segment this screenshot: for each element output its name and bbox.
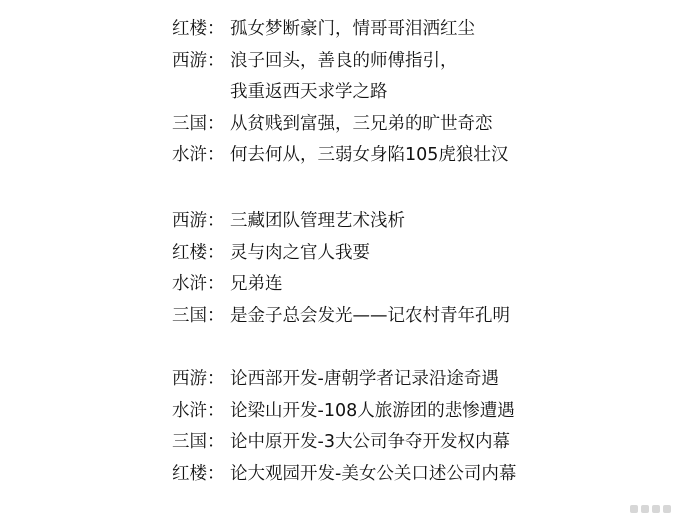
book-label: 红楼： — [172, 19, 225, 39]
title-text: 孤女梦断豪门，情哥哥泪洒红尘 — [230, 19, 475, 39]
watermark-mark — [663, 505, 671, 513]
book-label: 三国： — [172, 113, 225, 134]
title-text: 从贫贱到富强，三兄弟的旷世奇恋 — [230, 113, 493, 134]
title-line — [172, 396, 516, 428]
title-line — [172, 427, 516, 459]
title-line — [172, 459, 516, 491]
title-line — [172, 109, 508, 141]
watermark — [630, 504, 674, 514]
book-label: 水浒： — [172, 274, 225, 294]
title-line — [172, 206, 510, 238]
book-label: 西游： — [172, 211, 225, 231]
book-label: 红楼： — [172, 242, 225, 263]
title-text: 论大观园开发-美女公关口述公司内幕 — [230, 463, 517, 484]
title-text: 论梁山开发-108人旅游团的悲惨遭遇 — [230, 400, 515, 421]
title-line — [172, 46, 508, 78]
watermark-mark — [652, 505, 660, 513]
title-text: 浪子回头，善良的师傅指引， — [230, 50, 458, 71]
book-label: 三国： — [172, 432, 225, 452]
title-line — [172, 238, 510, 270]
book-label: 西游： — [172, 50, 225, 71]
book-label: 三国： — [172, 305, 225, 326]
book-label: 水浒： — [172, 400, 225, 421]
title-line — [172, 140, 508, 172]
title-text: 三藏团队管理艺术浅析 — [230, 211, 405, 231]
title-text: 论中原开发-3大公司争夺开发权内幕 — [230, 432, 510, 452]
book-label: 西游： — [172, 369, 225, 389]
book-label: 水浒： — [172, 145, 225, 165]
title-line — [172, 14, 508, 46]
title-text: 兄弟连 — [230, 274, 283, 294]
title-line — [172, 364, 516, 396]
book-label: 红楼： — [172, 463, 225, 484]
title-group-2 — [172, 206, 510, 332]
title-line — [172, 301, 510, 333]
title-text: 我重返西天求学之路 — [230, 82, 388, 102]
title-text: 是金子总会发光——记农村青年孔明 — [230, 305, 510, 326]
watermark-mark — [630, 505, 638, 513]
watermark-mark — [641, 505, 649, 513]
title-line — [172, 269, 510, 301]
title-line-continuation — [172, 77, 508, 109]
title-group-1 — [172, 14, 508, 172]
title-text: 灵与肉之官人我要 — [230, 242, 370, 263]
title-text: 何去何从，三弱女身陷105虎狼壮汉 — [230, 145, 509, 165]
title-group-3 — [172, 364, 516, 490]
title-text: 论西部开发-唐朝学者记录沿途奇遇 — [230, 369, 499, 389]
